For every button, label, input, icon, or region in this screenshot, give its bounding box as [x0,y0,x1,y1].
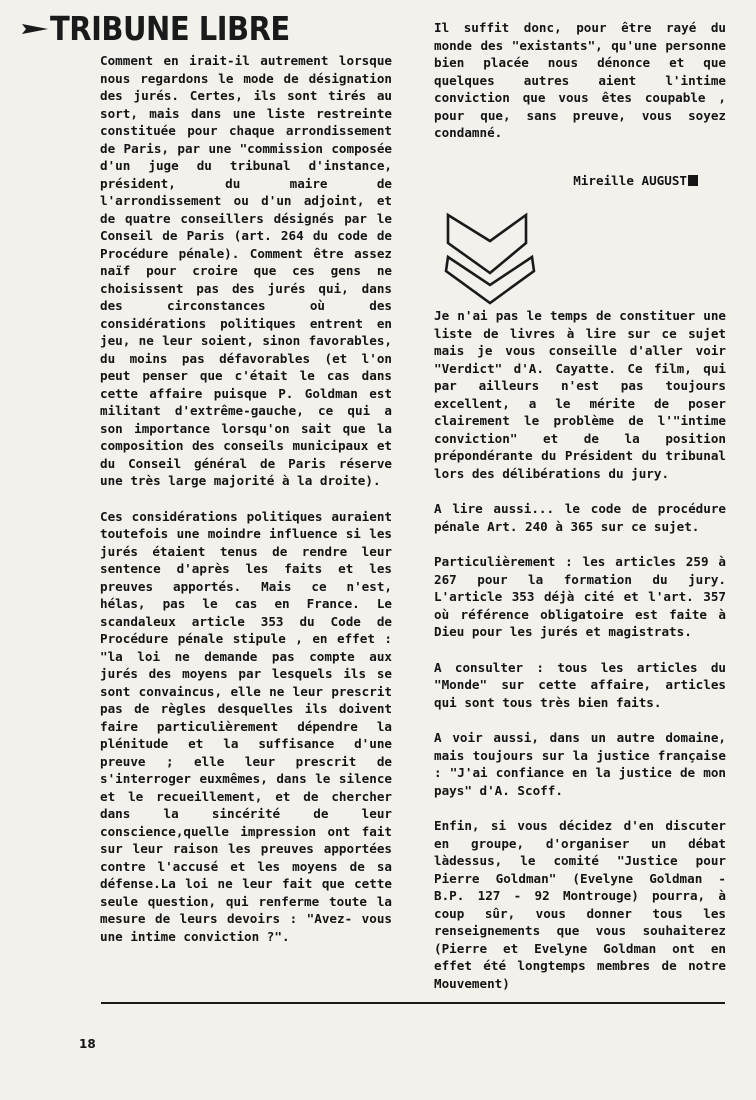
section-heading [22,9,290,49]
left-column [100,52,392,945]
right-paragraph-4: A consulter : tous les articles du "Monde" sur cette affaire, articles qui sont tous très bien faits. [434,659,726,710]
right-paragraph-6: Enfin, si vous décidez d'en discuter en groupe, d'organiser un débat làdessus, le comité "Justice pour Pierre Goldman" (Evelyne Goldman - B.P. 127 - 92 Montrouge) pourra, à coup sûr, vous donner tous les renseignements que vous souhaiterez (Pierre et Evelyne Goldman ont en effet été longtemps membres de notre Mouvement) [434,818,726,991]
left-paragraph-1: Comment en irait-il autrement lorsque nous regardons le mode de désignation des jurés. Certes, ils sont tirés au sort, mais dans une liste restreinte constituée pour chaque arrondissement de Paris, par une "commission composée d'un juge du tribunal d'instance, président, du maire de l'arrondissement ou d'un adjoint, et de quatre conseillers désignés par le Conseil de Paris (art. 264 du code de Procédure pénale). Comment être assez naïf pour croire que ces gens ne choisissent pas des jurés qui, dans des circonstances où des considérations politiques entrent en jeu, ne leur soient, sinon favorables, du moins pas défavorables (et l'on peut penser que c'était le cas dans cette affaire puisque P. Goldman est militant d'extrême-gauche, ce qui a son importance lorsqu'on sait que la composition des conseils municipaux et du Conseil général de Paris réserve une très large majorité à la droite). [100,53,392,488]
right-paragraph-2: A lire aussi... le code de procédure pénale Art. 240 à 365 sur ce sujet. [434,501,726,534]
chevron-down-icon [444,211,536,307]
signature [434,172,698,190]
right-paragraph-3: Particulièrement : les articles 259 à 267 pour la formation du jury. L'article 353 déjà cité et l'art. 357 où référence obligatoire est faite à Dieu pour les jurés et magistrats. [434,554,726,639]
page-number: 18 [79,1037,96,1051]
right-intro: Il suffit donc, pour être rayé du monde des "existants", qu'une personne bien placée nous dénonce et que quelques autres aient l'intime conviction que vous êtes coupable , pour que, sans preuve, vous soyez condamné. [434,20,726,140]
heading-title: TRIBUNE LIBRE [50,9,290,49]
chevron-ornament [444,211,536,307]
signature-name: Mireille AUGUST [573,172,687,188]
right-paragraph-5: A voir aussi, dans un autre domaine, mais toujours sur la justice française : "J'ai confiance en la justice de mon pays" d'A. Scoff. [434,730,726,798]
end-mark-icon [688,175,698,186]
bottom-rule [101,1002,725,1004]
arrow-icon [22,21,48,37]
right-column [434,19,726,992]
left-paragraph-2: Ces considérations politiques auraient toutefois une moindre influence si les jurés étaient tenus de rendre leur sentence d'après les faits et les preuves apportés. Mais ce n'est, hélas, pas le cas en France. Le scandaleux article 353 du Code de Procédure pénale stipule , en effet : "la loi ne demande pas compte aux jurés des moyens par lesquels ils se sont convaincus, elle ne leur prescrit pas de règles desquelles ils doivent faire particulièrement dépendre la plénitude et la suffisance d'une preuve ; elle leur prescrit de s'interroger euxmêmes, dans le silence et le recueillement, et de chercher dans la sincérité de leur conscience,quelle impression ont fait sur leur raison les preuves apportées contre l'accusé et les moyens de sa défense.La loi ne leur fait que cette seule question, qui renferme toute la mesure de leurs devoirs : "Avez- vous une intime conviction ?". [100,508,392,944]
right-paragraph-1: Je n'ai pas le temps de constituer une liste de livres à lire sur ce sujet mais je vous conseille d'aller voir "Verdict" d'A. Cayatte. Ce film, qui par ailleurs n'est pas toujours excellent, a le mérite de poser clairement le problème de l'"intime conviction" et de la position prépondérante du Président du tribunal lors des délibérations du jury. [434,308,726,481]
